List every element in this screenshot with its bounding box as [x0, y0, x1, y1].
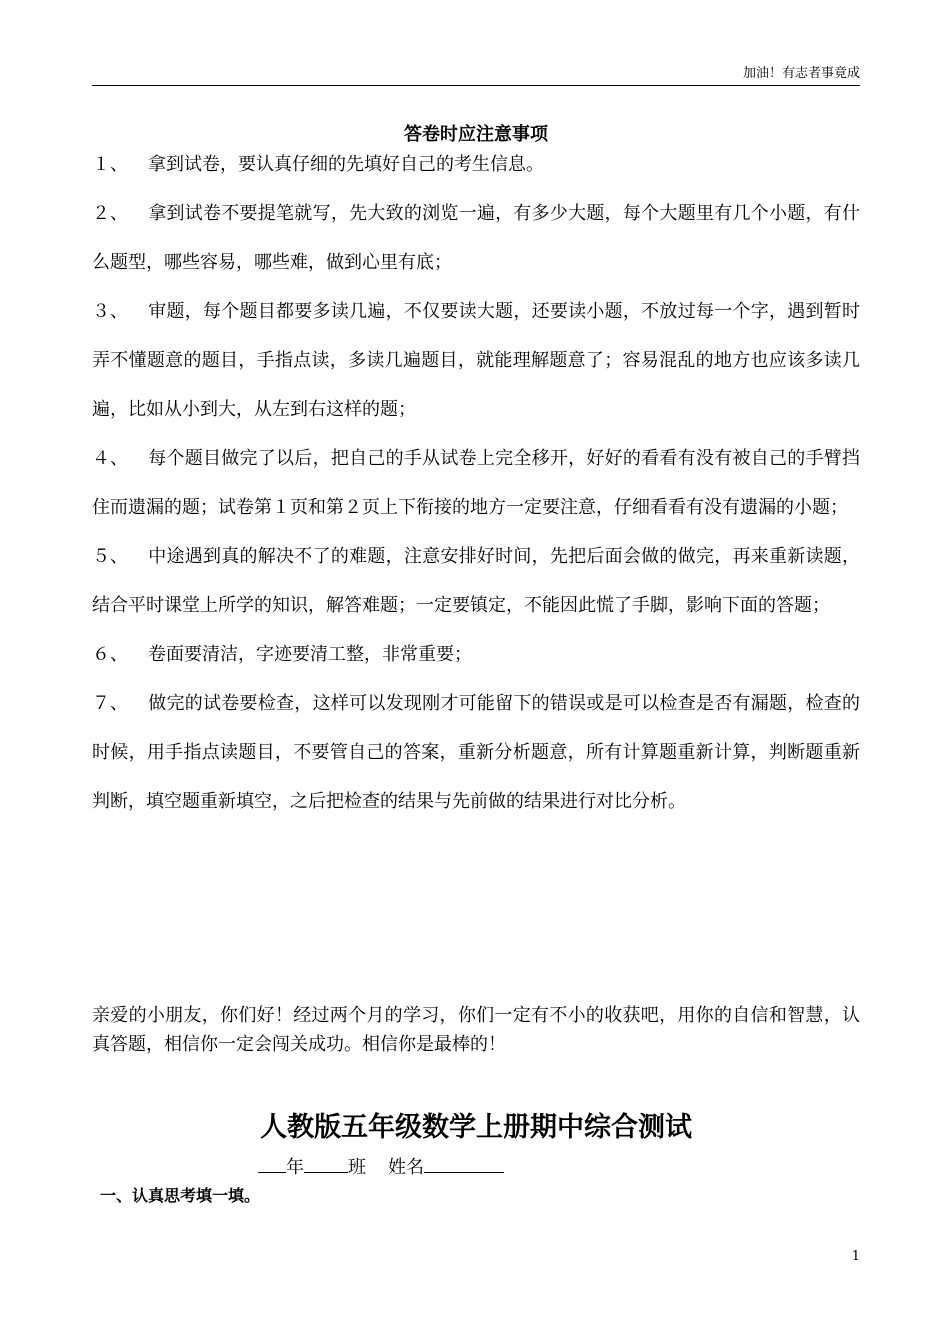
item-text: 中途遇到真的解决不了的难题，注意安排好时间，先把后面会做的做完，再来重新读题，结合平时课堂上所学的知识，解答难题；一定要镇定，不能因此慌了手脚，影响下面的答题； — [92, 546, 860, 616]
grade-label: 年 — [286, 1157, 304, 1178]
page-header-motto: 加油！有志者事竟成 — [742, 66, 860, 81]
name-blank[interactable] — [424, 1152, 504, 1173]
class-blank[interactable] — [304, 1152, 348, 1173]
notice-list — [92, 140, 860, 826]
notice-item-7 — [92, 679, 860, 826]
item-text: 拿到试卷，要认真仔细的先填好自己的考生信息。 — [148, 154, 544, 175]
item-number: ３、 — [92, 301, 128, 322]
item-number: ５、 — [92, 546, 128, 567]
item-number: ７、 — [92, 693, 128, 714]
item-number: ６、 — [92, 644, 128, 665]
item-text: 审题，每个题目都要多读几遍，不仅要读大题，还要读小题，不放过每一个字，遇到暂时弄不懂题意的题目，手指点读，多读几遍题目，就能理解题意了；容易混乱的地方也应该多读几遍，比如从小到大，从左到右这样的题； — [92, 301, 860, 420]
notice-item-4 — [92, 434, 860, 532]
notice-item-2 — [92, 189, 860, 287]
item-number: １、 — [92, 154, 128, 175]
intro-paragraph: 亲爱的小朋友，你们好！经过两个月的学习，你们一定有不小的收获吧，用你的自信和智慧，认真答题，相信你一定会闯关成功。相信你是最棒的！ — [92, 1005, 860, 1055]
item-text: 拿到试卷不要提笔就写，先大致的浏览一遍，有多少大题，每个大题里有几个小题，有什么题型，哪些容易，哪些难，做到心里有底； — [92, 203, 860, 273]
notice-item-6 — [92, 630, 860, 679]
section-1-heading: 一、认真思考填一填。 — [100, 1186, 261, 1205]
grade-blank[interactable] — [258, 1152, 286, 1173]
item-number: ４、 — [92, 448, 128, 469]
item-number: ２、 — [92, 203, 128, 224]
notice-item-1 — [92, 140, 860, 189]
name-label: 姓名 — [388, 1157, 424, 1178]
exam-title: 人教版五年级数学上册期中综合测试 — [260, 1112, 692, 1143]
class-label: 班 — [348, 1157, 366, 1178]
item-text: 做完的试卷要检查，这样可以发现刚才可能留下的错误或是可以检查是否有漏题，检查的时候，用手指点读题目，不要管自己的答案，重新分析题意，所有计算题重新计算，判断题重新判断，填空题重新填空，之后把检查的结果与先前做的结果进行对比分析。 — [92, 693, 860, 812]
page-number: 1 — [851, 1249, 860, 1264]
item-text: 卷面要清洁，字迹要清工整，非常重要； — [148, 644, 472, 665]
header-rule — [92, 85, 860, 86]
item-text: 每个题目做完了以后，把自己的手从试卷上完全移开，好好的看看有没有被自己的手臂挡住而遗漏的题；试卷第１页和第２页上下衔接的地方一定要注意，仔细看看有没有遗漏的小题； — [92, 448, 860, 518]
notice-item-5 — [92, 532, 860, 630]
notice-title: 答卷时应注意事项 — [404, 124, 548, 145]
notice-item-3 — [92, 287, 860, 434]
student-info-line — [258, 1152, 658, 1182]
